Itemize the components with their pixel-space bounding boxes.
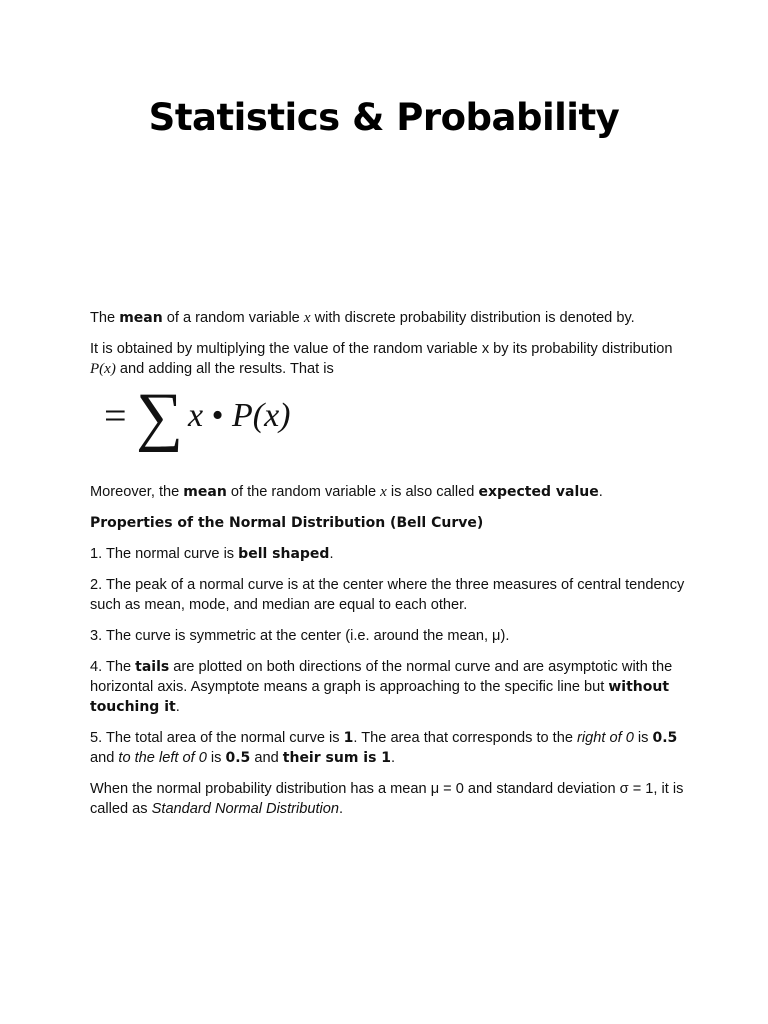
text-run: 5. The total area of the normal curve is [90, 730, 344, 746]
text-run: 1. The normal curve is [90, 546, 239, 562]
text-run: Moreover, the [90, 484, 184, 500]
formula-x: x [188, 397, 204, 434]
text-run: . The area that corresponds to the [353, 730, 578, 746]
text-run: 4. The [90, 659, 136, 675]
page-title: Statistics & Probability [148, 96, 620, 139]
section-heading: Properties of the Normal Distribution (Bell Curve) [90, 515, 484, 531]
text-run: It is obtained by multiplying the value of the random variable x by its probability distribution [90, 341, 673, 357]
text-run: . [598, 484, 603, 500]
text-run: of the random variable [226, 484, 381, 500]
bold-term: tails [135, 659, 170, 675]
mean-definition-paragraph [90, 308, 690, 328]
property-item-3: 3. The curve is symmetric at the center (i.e. around the mean, μ). [90, 628, 510, 644]
property-item-2: 2. The peak of a normal curve is at the center where the three measures of central tendency such as mean, mode, and median are equal to each other. [90, 577, 685, 613]
italic-term: to the left of 0 [118, 750, 207, 766]
text-run: . [175, 699, 180, 715]
bullet-operator: • [211, 397, 224, 434]
text-run: and [90, 750, 119, 766]
text-run: is also called [386, 484, 479, 500]
bold-term: 0.5 [225, 750, 251, 766]
bold-term: their sum is 1 [282, 750, 392, 766]
text-run: is [206, 750, 226, 766]
document-body [90, 308, 690, 830]
mean-computation-paragraph [90, 339, 690, 379]
math-variable: x [380, 484, 387, 500]
bold-term: 1 [343, 730, 354, 746]
bold-term: expected value [478, 484, 599, 500]
equals-sign: = [104, 393, 127, 438]
text-run: of a random variable [162, 310, 304, 326]
text-run: When the normal probability distribution has a mean μ = 0 and standard deviation σ = 1, it is called as [90, 781, 684, 817]
summation-symbol: ∑ [136, 380, 184, 453]
text-run: and [250, 750, 283, 766]
bold-term: 0.5 [652, 730, 678, 746]
text-run: with discrete probability distribution is denoted by. [310, 310, 635, 326]
text-run: . [339, 801, 344, 817]
property-item-5 [90, 728, 690, 768]
formula-px: P(x) [232, 397, 291, 434]
italic-term: Standard Normal Distribution [151, 801, 340, 817]
standard-normal-paragraph [90, 779, 690, 819]
text-run: . [329, 546, 334, 562]
expected-value-paragraph [90, 482, 690, 502]
bold-term: bell shaped [238, 546, 330, 562]
property-item-4 [90, 657, 690, 717]
text-run: . [391, 750, 396, 766]
mean-formula [90, 380, 690, 466]
text-run: and adding all the results. That is [115, 361, 334, 377]
text-run: is [633, 730, 653, 746]
text-run: The [90, 310, 120, 326]
italic-term: right of 0 [577, 730, 634, 746]
bold-term: mean [119, 310, 163, 326]
bold-term: mean [183, 484, 227, 500]
property-item-1 [90, 544, 690, 564]
formula-expression [188, 396, 291, 436]
bold-term: without touching it [90, 679, 670, 715]
math-variable: x [303, 310, 311, 326]
text-run: are plotted on both directions of the normal curve and are asymptotic with the horizontal axis. Asymptote means a graph is approaching to the specific line but [90, 659, 673, 695]
math-expression: P(x) [90, 361, 116, 377]
